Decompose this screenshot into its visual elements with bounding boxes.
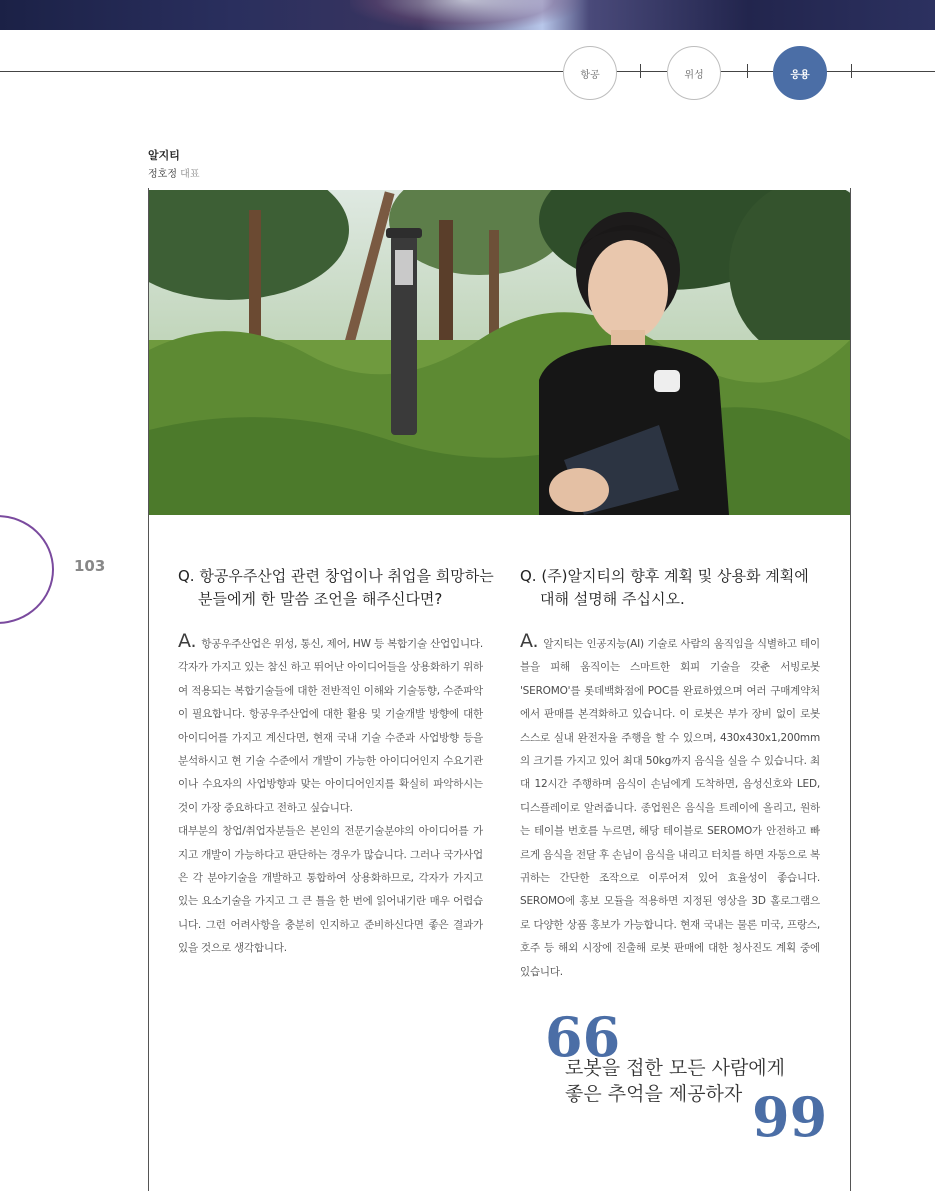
person-name: 정호정	[148, 169, 177, 180]
nav-label: 응용	[790, 69, 810, 81]
left-answer-paragraph1	[178, 630, 483, 820]
nav-line	[719, 71, 773, 72]
nav-item-application[interactable]	[773, 46, 827, 100]
right-answer	[520, 630, 820, 984]
left-question	[178, 565, 498, 611]
left-answer-paragraph2: 대부분의 창업/취업자분들은 본인의 전문기술분야의 아이디어를 가지고 개발이 가능하다고 판단하는 경우가 많습니다. 그러나 국가사업은 각 분야기술을 개발하고 통합하여 상용화하므로, 각자가 가지고 있는 요소기술을 가지고 그 큰 틀을 한 번에 읽어내기란 매우 어렵습니다. 그런 어려사항을 충분히 인지하고 준비하신다면 좋은 결과가 있을 것으로 생각합니다.	[178, 825, 483, 955]
nav-tick	[640, 64, 641, 78]
page-number: 103	[74, 557, 106, 575]
right-question-line1: Q. (주)알지티의 향후 계획 및 상용화 계획에	[520, 567, 809, 585]
close-quote-icon: 99	[752, 1085, 828, 1149]
nav-label: 항공	[580, 69, 600, 81]
frame-line-right	[850, 188, 851, 1191]
person-role: 대표	[180, 169, 200, 180]
answer-marker: A.	[178, 630, 197, 652]
company-name: 알지티	[148, 149, 180, 162]
pull-quote-line2: 좋은 추억을 제공하자	[565, 1083, 743, 1105]
top-banner	[0, 0, 935, 30]
left-question-line2: 분들에게 한 말씀 조언을 해주신다면?	[198, 590, 443, 608]
right-answer-text1: 알지티는 인공지능(AI) 기술로 사람의 움직임을 식별하고 테이블을 피해 움직이는 스마트한 회피 기술을 갖춘 서빙로봇 'SEROMO'를 롯데백화점에 POC를 완료하였으며 여러 구매계약처에서 판매를 본격화하고 있습니다. 이 로봇은 부가 장비 없이 로봇 스스로 실내 완전자율 주행을 할 수 있으며, 430x430x1,200mm의 크기를 가지고 있어 최대 50kg까지 음식을 실을 수 있습니다. 최대 12시간 주행하며 음식이 손님에게 도착하면, 음성신호와 LED, 디스플레이로 알려줍니다. 종업원은 음식을 트레이에 올리고, 원하는 테이블 번호를 누르면, 해당 테이블로 SEROMO가 안전하고 빠르게 음식을 전달 후 손님이 음식을 내리고 터치를 하면 자동으로 복귀하는 간단한 조작으로 이루어져 있어 효율성이 좋습니다. SEROMO에 홍보 모듈을 적용하면 지정된 영상을 3D 홀로그램으로 다양한 상품 홍보가 가능합니다. 현재 국내는 물론 미국, 프랑스, 호주 등 해외 시장에 진출해 로봇 판매에 대한 청사진도 계획 중에 있습니다.	[520, 638, 820, 978]
decorative-arc	[0, 515, 54, 624]
person-line	[148, 165, 200, 180]
right-answer-paragraph1	[520, 630, 820, 984]
photo-illustration	[149, 190, 850, 515]
nav-item-aviation[interactable]	[563, 46, 617, 100]
banner-glow	[350, 0, 580, 30]
nav-item-satellite[interactable]	[667, 46, 721, 100]
left-answer	[178, 630, 483, 961]
nav-label: 위성	[684, 69, 704, 81]
right-question	[520, 565, 840, 611]
pull-quote-line1: 로봇을 접한 모든 사람에게	[565, 1057, 786, 1079]
person-photo	[149, 190, 850, 515]
nav-tick	[747, 64, 748, 78]
left-question-line1: Q. 항공우주산업 관련 창업이나 취업을 희망하는	[178, 567, 494, 585]
left-answer-text1: 항공우주산업은 위성, 통신, 제어, HW 등 복합기술 산업입니다. 각자가 가지고 있는 참신 하고 뛰어난 아이디어들을 상용화하기 위하여 적용되는 복합기술들에 대한 전반적인 이해와 기술동향, 수준파악이 필요합니다. 항공우주산업에 대한 활용 및 기술개발 방향에 대한 아이디어를 가지고 계신다면, 현재 국내 기술 수준과 사업방향 등을 분석하시고 현 기술 수준에서 개발이 가능한 아이디어인지 수요기관이나 수요자의 사업방향과 맞는 아이디어인지를 확실히 파악하시는 것이 가장 중요하다고 전하고 싶습니다.	[178, 638, 483, 814]
answer-marker: A.	[520, 630, 539, 652]
nav-tick	[851, 64, 852, 78]
nav-line	[615, 71, 667, 72]
right-question-line2: 대해 설명해 주십시오.	[540, 590, 685, 608]
nav-line	[825, 71, 935, 72]
nav-line	[0, 71, 563, 72]
open-quote-icon: 66	[545, 1005, 621, 1069]
